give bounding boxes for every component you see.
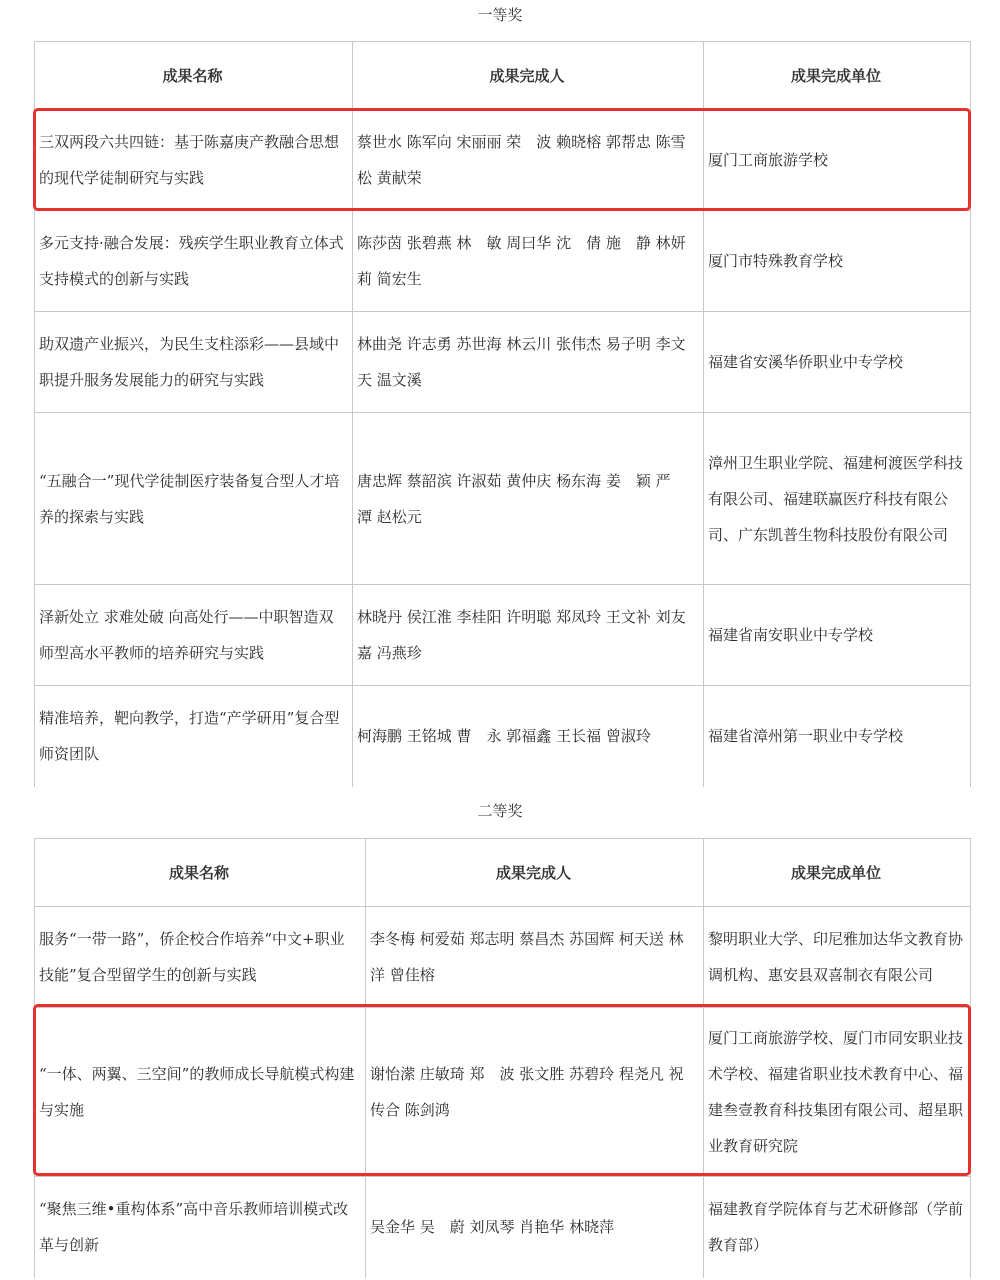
achievement-unit: 福建省南安职业中专学校: [704, 585, 971, 686]
achievement-unit: 漳州卫生职业学院、福建柯渡医学科技有限公司、福建联赢医疗科技有限公司、广东凯普生物科技股份有限公司: [704, 413, 971, 585]
achievement-people: 蔡世水 陈军向 宋丽丽 荣 波 赖晓榕 郭帮忠 陈雪松 黄献荣: [353, 110, 704, 211]
header-unit: 成果完成单位: [704, 42, 971, 110]
second-prize-table: [34, 838, 971, 1278]
achievement-unit: 福建省漳州第一职业中专学校: [704, 686, 971, 787]
table-row: [35, 312, 971, 413]
achievement-unit: 厦门工商旅游学校、厦门市同安职业技术学校、福建省职业技术教育中心、福建叁壹教育科技集团有限公司、超星职业教育研究院: [704, 1008, 971, 1177]
achievement-unit: 福建省安溪华侨职业中专学校: [704, 312, 971, 413]
achievement-people: 陈莎茵 张碧燕 林 敏 周曰华 沈 倩 施 静 林妍莉 简宏生: [353, 211, 704, 312]
achievement-unit: 福建教育学院体育与艺术研修部（学前教育部）: [704, 1177, 971, 1278]
table-row: [35, 211, 971, 312]
achievement-name: 精准培养，靶向教学，打造“产学研用”复合型师资团队: [35, 686, 353, 787]
achievement-people: 吴金华 吴 蔚 刘凤琴 肖艳华 林晓萍: [366, 1177, 704, 1278]
header-unit: 成果完成单位: [704, 839, 971, 907]
header-name: 成果名称: [35, 42, 353, 110]
header-people: 成果完成人: [366, 839, 704, 907]
achievement-name: 助双遗产业振兴，为民生支柱添彩——县域中职提升服务发展能力的研究与实践: [35, 312, 353, 413]
achievement-unit: 厦门工商旅游学校: [704, 110, 971, 211]
achievement-unit: 厦门市特殊教育学校: [704, 211, 971, 312]
table-row: [35, 1008, 971, 1177]
achievement-name: “五融合一”现代学徒制医疗装备复合型人才培养的探索与实践: [35, 413, 353, 585]
achievement-people: 谢怡潆 庄敏琦 郑 波 张文胜 苏碧玲 程尧凡 祝传合 陈剑鸿: [366, 1008, 704, 1177]
header-people: 成果完成人: [353, 42, 704, 110]
achievement-name: 多元支持·融合发展：残疾学生职业教育立体式支持模式的创新与实践: [35, 211, 353, 312]
achievement-name: 泽新处立 求难处破 向高处行——中职智造双师型高水平教师的培养研究与实践: [35, 585, 353, 686]
table-row: [35, 907, 971, 1008]
achievement-name: “聚焦三维•重构体系”高中音乐教师培训模式改革与创新: [35, 1177, 366, 1278]
first-prize-table: [34, 41, 971, 787]
achievement-name: 三双两段六共四链：基于陈嘉庚产教融合思想的现代学徒制研究与实践: [35, 110, 353, 211]
table-row: [35, 1177, 971, 1278]
table-row: [35, 110, 971, 211]
achievement-people: 李冬梅 柯爱茹 郑志明 蔡昌杰 苏国辉 柯天送 林洋 曾佳榕: [366, 907, 704, 1008]
achievement-people: 唐忠辉 蔡韶滨 许淑茹 黄仲庆 杨东海 姜 颖 严 潭 赵松元: [353, 413, 704, 585]
achievement-people: 林晓丹 侯江淮 李桂阳 许明聪 郑凤玲 王文补 刘友嘉 冯燕珍: [353, 585, 704, 686]
achievement-unit: 黎明职业大学、印尼雅加达华文教育协调机构、惠安县双喜制衣有限公司: [704, 907, 971, 1008]
second-prize-title: 二等奖: [477, 802, 523, 820]
first-prize-title: 一等奖: [477, 6, 523, 24]
table-row: [35, 413, 971, 585]
achievement-name: “一体、两翼、三空间”的教师成长导航模式构建与实施: [35, 1008, 366, 1177]
table-row: [35, 686, 971, 787]
table-header-row: [35, 839, 971, 907]
header-name: 成果名称: [35, 839, 366, 907]
table-header-row: [35, 42, 971, 110]
achievement-name: 服务“一带一路”，侨企校合作培养“中文+职业技能”复合型留学生的创新与实践: [35, 907, 366, 1008]
achievement-people: 林曲尧 许志勇 苏世海 林云川 张伟杰 易子明 李文天 温文溪: [353, 312, 704, 413]
achievement-people: 柯海鹏 王铭城 曹 永 郭福鑫 王长福 曾淑玲: [353, 686, 704, 787]
table-row: [35, 585, 971, 686]
